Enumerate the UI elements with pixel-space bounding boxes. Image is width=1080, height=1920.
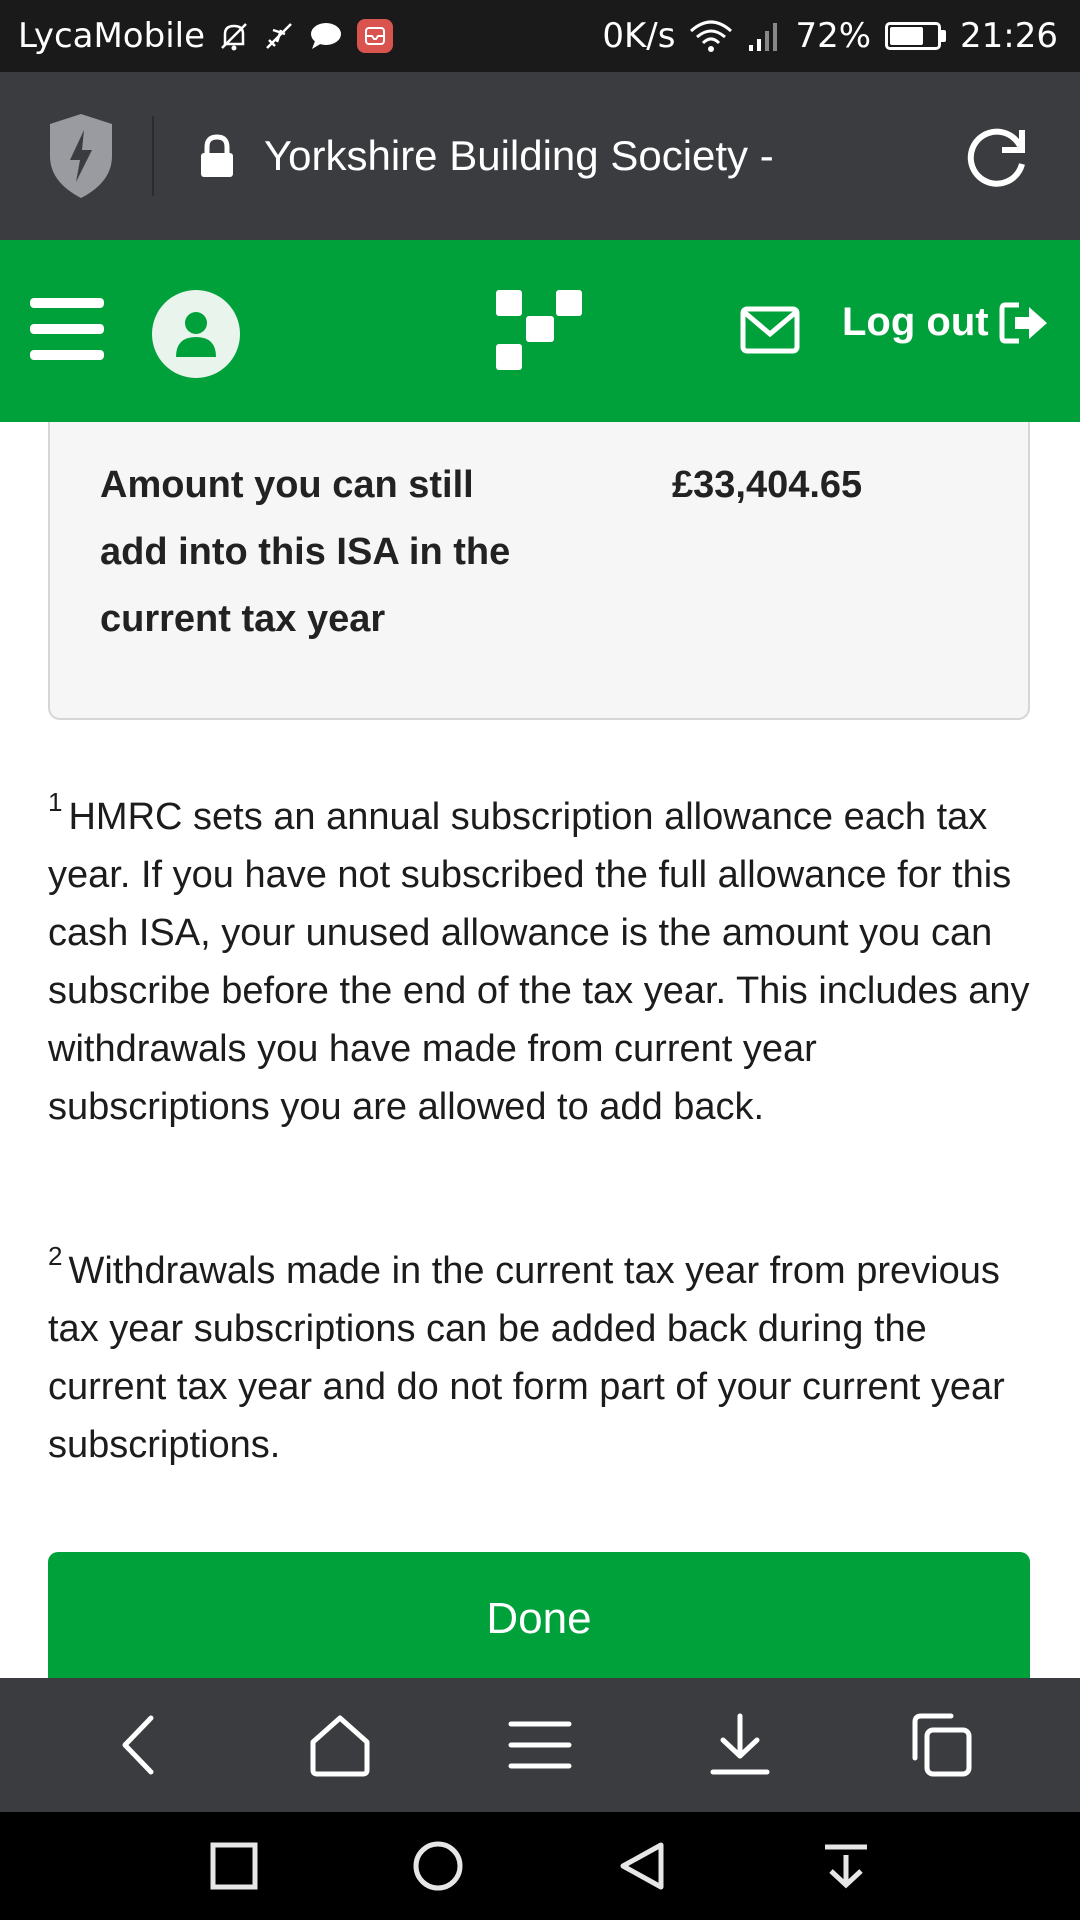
address-bar-divider [152,116,154,196]
footnote-marker: 2 [48,1241,63,1271]
clock: 21:26 [960,16,1058,56]
reload-icon[interactable] [964,124,1030,190]
battery-icon [885,22,946,50]
browser-address-bar [0,72,1080,240]
back-icon[interactable] [105,1710,175,1780]
footnote-text: HMRC sets an annual subscription allowance each tax year. If you have not subscribed the full allowance for this cash ISA, your unused allowance is the amount you can subscribe before the end of the tax year. This includes any withdrawals you have made from current year subscriptions you are allowed to add back. [48,796,1030,1128]
footnote-marker: 1 [48,787,63,817]
lock-icon [198,134,236,178]
footnote-1 [48,788,1038,1136]
wifi-icon [689,19,733,53]
footnote-text: Withdrawals made in the current tax year from previous tax year subscriptions can be added back during the current tax year and do not form part of your current year subscriptions. [48,1250,1005,1466]
footnote-2 [48,1242,1038,1474]
battery-percent: 72% [795,16,872,56]
carrier-name: LycaMobile [18,16,205,56]
network-speed: 0K/s [602,16,676,56]
recents-icon[interactable] [207,1839,261,1893]
system-navigation-bar [0,1812,1080,1920]
notification-pull-icon[interactable] [819,1839,873,1893]
remaining-allowance-label: Amount you can still add into this ISA in the current tax year [100,464,511,640]
done-button[interactable] [48,1552,1030,1678]
browser-bottom-nav [0,1678,1080,1812]
logout-icon [999,301,1049,345]
allowance-summary-card [48,422,1030,720]
user-avatar-icon[interactable] [152,290,240,378]
done-label: Done [486,1594,592,1643]
mute-icon [219,20,249,52]
url-title[interactable]: Yorkshire Building Society - [264,132,774,179]
mail-icon[interactable] [740,306,800,354]
logout-button[interactable] [842,300,1049,345]
download-icon[interactable] [705,1710,775,1780]
menu-icon[interactable] [505,1710,575,1780]
tabs-icon[interactable] [905,1710,975,1780]
app-notification-icon [357,19,393,53]
airplane-icon [263,20,295,52]
remaining-allowance-value: £33,404.65 [672,464,863,506]
shield-icon[interactable] [46,112,116,200]
signal-icon [747,19,781,53]
hamburger-menu-icon[interactable] [30,298,104,360]
home-circle-icon[interactable] [411,1839,465,1893]
logout-label: Log out [842,300,989,344]
page-content [0,422,1080,1678]
status-left [18,16,393,56]
back-triangle-icon[interactable] [615,1839,669,1893]
ybs-logo[interactable] [494,288,584,372]
status-bar [0,0,1080,72]
message-icon [309,21,343,51]
home-icon[interactable] [305,1710,375,1780]
status-right [602,16,1058,56]
